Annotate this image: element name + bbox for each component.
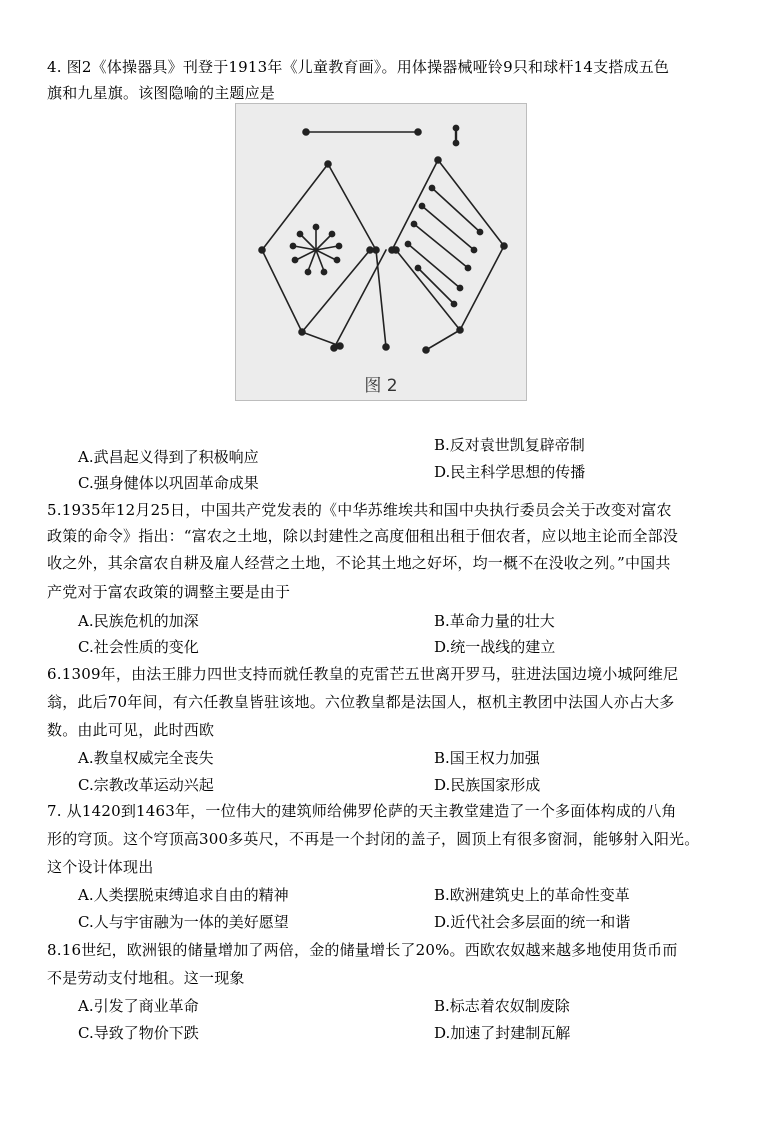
q8-stem-line-1: 8.16世纪，欧洲银的储量增加了两倍，金的储量增长了20%。西欧农奴越来越多地使用货币而 [47, 941, 678, 959]
q8-stem-line-2: 不是劳动支付地租。这一现象 [47, 969, 245, 987]
q4-option-c: C.强身健体以巩固革命成果 [78, 474, 259, 492]
q5-stem-line-1: 5.1935年12月25日，中国共产党发表的《中华苏维埃共和国中央执行委员会关于改变对富农 [47, 501, 672, 519]
q7-stem-line-2: 形的穹顶。这个穹顶高300多英尺，不再是一个封闭的盖子，圆顶上有很多窗洞，能够射入阳光。 [47, 830, 700, 848]
q7-stem-line-1: 7. 从1420到1463年，一位伟大的建筑师给佛罗伦萨的天主教堂建造了一个多面体构成的八角 [47, 802, 677, 820]
q5-option-a: A.民族危机的加深 [78, 612, 199, 630]
q7-stem-line-3: 这个设计体现出 [47, 858, 154, 876]
q7-option-b: B.欧洲建筑史上的革命性变革 [434, 886, 630, 904]
q7-option-a: A.人类摆脱束缚追求自由的精神 [78, 886, 289, 904]
q5-stem-line-2: 政策的命令》指出：“富农之土地，除以封建性之高度佃租出租于佃农者，应以地主论而全部没 [47, 527, 679, 545]
q8-option-a: A.引发了商业革命 [78, 997, 199, 1015]
q4-figure-gymnastics-equipment [235, 103, 527, 401]
q4-option-d: D.民主科学思想的传播 [434, 463, 586, 481]
q8-option-d: D.加速了封建制瓦解 [434, 1024, 571, 1042]
q6-option-b: B.国王权力加强 [434, 749, 540, 767]
q6-option-a: A.教皇权威完全丧失 [78, 749, 214, 767]
q4-stem-line-1: 4. 图2《体操器具》刊登于1913年《儿童教育画》。用体操器械哑铃9只和球杆14支搭成五色 [47, 58, 670, 76]
q5-stem-line-4: 产党对于富农政策的调整主要是由于 [47, 583, 291, 601]
q8-option-c: C.导致了物价下跌 [78, 1024, 199, 1042]
q5-option-c: C.社会性质的变化 [78, 638, 199, 656]
figure-caption: 图 2 [364, 376, 398, 396]
q6-stem-line-2: 翁，此后70年间，有六任教皇皆驻该地。六位教皇都是法国人，枢机主教团中法国人亦占大多 [47, 693, 675, 711]
q6-stem-line-1: 6.1309年，由法王腓力四世支持而就任教皇的克雷芒五世离开罗马，驻进法国边境小城阿维尼 [47, 665, 679, 683]
q6-option-d: D.民族国家形成 [434, 776, 541, 794]
q4-option-a: A.武昌起义得到了积极响应 [78, 448, 259, 466]
q8-option-b: B.标志着农奴制废除 [434, 997, 570, 1015]
q7-option-c: C.人与宇宙融为一体的美好愿望 [78, 913, 289, 931]
q4-option-b: B.反对袁世凯复辟帝制 [434, 436, 585, 454]
q4-stem-line-2: 旗和九星旗。该图隐喻的主题应是 [47, 84, 276, 102]
q5-stem-line-3: 收之外，其余富农自耕及雇人经营之土地，不论其土地之好坏，均一概不在没收之列。”中国共 [47, 554, 671, 572]
q6-option-c: C.宗教改革运动兴起 [78, 776, 214, 794]
q6-stem-line-3: 数。由此可见，此时西欧 [47, 721, 215, 739]
dumbbell-flag-drawing [236, 104, 526, 400]
q5-option-d: D.统一战线的建立 [434, 638, 556, 656]
q7-option-d: D.近代社会多层面的统一和谐 [434, 913, 631, 931]
q5-option-b: B.革命力量的壮大 [434, 612, 555, 630]
